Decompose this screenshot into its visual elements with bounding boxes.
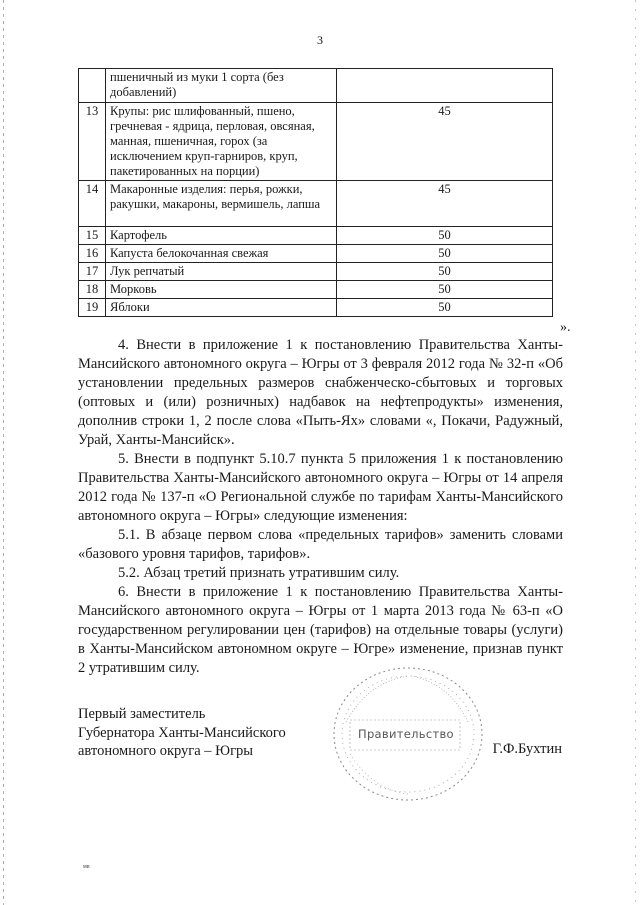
row-value [337,69,553,103]
table-row [79,103,553,181]
table-closing-quote: ». [560,320,571,335]
table-row [79,299,553,317]
paragraph-5-2: 5.2. Абзац третий признать утратившим силу. [118,565,400,581]
row-value: 50 [337,245,553,263]
table-row [79,69,553,103]
row-product-name: Морковь [106,281,337,299]
signatory-title-line: автономного округа – Югры [78,743,254,759]
paragraph-4: 4. Внести в приложение 1 к постановлению Правительства Ханты-Мансийского автономного округа – Югры от 3 февраля 2012 года № 32-п «Об установлении предельных размеров снабженческо-сбытовых и торговых (оптовых и (или) розничных) надбавок на нефтепродукты» изменения, дополнив строки 1, 2 после слова «Пыть-Ях» словами «, Покачи, Радужный, Урай, Ханты-Мансийск». [78,337,563,448]
page-number: 3 [317,33,323,47]
table-row [79,245,553,263]
paragraph-5: 5. Внести в подпункт 5.10.7 пункта 5 приложения 1 к постановлению Правительства Ханты-Мансийского автономного округа – Югры от 14 апреля 2012 года № 137-п «О Региональной службе по тарифам Ханты-Мансийского автономного округа – Югры» следующие изменения: [78,451,563,524]
row-value: 50 [337,227,553,245]
table-row [79,227,553,245]
paragraph-5-1: 5.1. В абзаце первом слова «предельных тарифов» заменить словами «базового уровня тарифов, тарифов». [78,527,563,562]
row-product-name: Крупы: рис шлифованный, пшено, гречневая - ядрица, перловая, овсяная, манная, пшеничная, горох (за исключением круп-гарниров, круп, пакетированных на порции) [106,103,337,181]
signatory-title [78,705,286,761]
row-value: 45 [337,103,553,181]
row-product-name: Яблоки [106,299,337,317]
signatory-name: Г.Ф.Бухтин [492,741,562,757]
row-number: 16 [79,245,106,263]
table-row [79,281,553,299]
row-value: 50 [337,299,553,317]
signatory-title-line: Губернатора Ханты-Мансийского [78,724,286,741]
row-product-name: Капуста белокочанная свежая [106,245,337,263]
signatory-title-line: Первый заместитель [78,706,206,722]
row-number: 17 [79,263,106,281]
products-table [78,68,553,317]
row-number: 13 [79,103,106,181]
row-product-name: Лук репчатый [106,263,337,281]
row-product-name: Макаронные изделия: перья, рожки, ракушки, макароны, вермишель, лапша [106,181,337,227]
seal-label: Правительство [358,727,454,741]
row-product-name: Картофель [106,227,337,245]
row-number: 14 [79,181,106,227]
paragraph-6: 6. Внести в приложение 1 к постановлению Правительства Ханты-Мансийского автономного округа – Югры от 1 марта 2013 года № 63-п «О государственном регулировании цен (тарифов) на отдельные товары (услуги) в Ханты-Мансийском автономном округе – Югре» изменение, признав пункт 2 утратившим силу. [78,584,563,676]
row-number: 15 [79,227,106,245]
row-value: 50 [337,263,553,281]
row-product-name: пшеничный из муки 1 сорта (без добавлений) [106,69,337,103]
document-body [78,336,563,678]
table-row [79,181,553,227]
row-number: 18 [79,281,106,299]
row-number: 19 [79,299,106,317]
row-number [79,69,106,103]
scan-edge-left [3,0,4,905]
table-row [79,263,553,281]
scan-edge-right [635,0,636,905]
row-value: 45 [337,181,553,227]
row-value: 50 [337,281,553,299]
footer-initials: мв [83,864,90,870]
